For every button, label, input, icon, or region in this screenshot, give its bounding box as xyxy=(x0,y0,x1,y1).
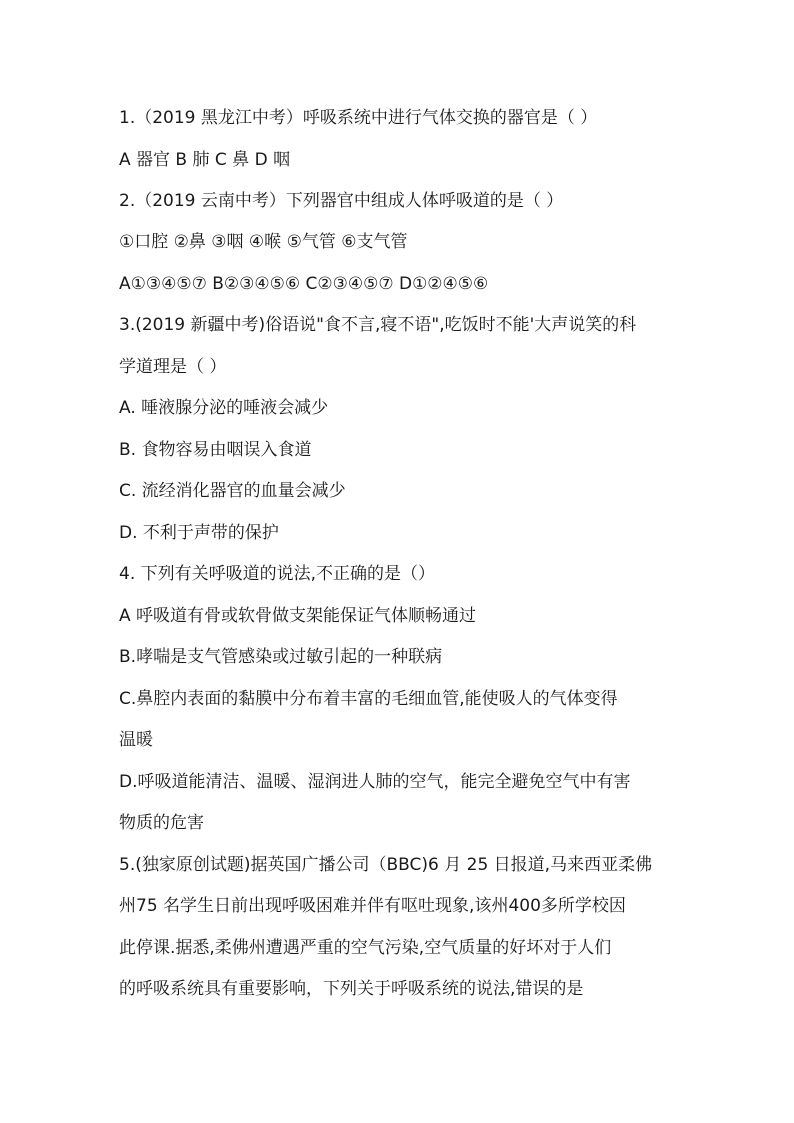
question-2-items: ①口腔 ②鼻 ③咽 ④喉 ⑤气管 ⑥支气管 xyxy=(119,232,408,252)
question-4-option-d-line-1: D.呼吸道能清洁、温暖、湿润进人肺的空气，能完全避免空气中有害 xyxy=(119,772,631,792)
question-4-option-b: B.哮喘是支气管感染或过敏引起的一种联病 xyxy=(119,647,443,667)
question-3-option-c: C. 流经消化器官的血量会减少 xyxy=(119,481,346,501)
question-5-stem-line-3: 此停课.据悉,柔佛州遭遇严重的空气污染,空气质量的好坏对于人们 xyxy=(119,938,612,958)
question-1-options: A 器官 B 肺 C 鼻 D 咽 xyxy=(119,150,291,170)
question-5-stem-line-1: 5.(独家原创试题)据英国广播公司（BBC)6 月 25 日报道,马来西亚柔佛 xyxy=(119,855,653,875)
question-1-stem: 1.（2019 黑龙江中考）呼吸系统中进行气体交换的器官是（ ） xyxy=(119,108,598,128)
question-3-option-d: D. 不利于声带的保护 xyxy=(119,523,279,543)
question-5-stem-line-4: 的呼吸系统具有重要影响，下列关于呼吸系统的说法,错误的是 xyxy=(119,979,584,999)
question-3-option-b: B. 食物容易由咽误入食道 xyxy=(119,440,312,460)
question-4-stem: 4. 下列有关呼吸道的说法,不正确的是（） xyxy=(119,564,436,584)
question-4-option-d-line-2: 物质的危害 xyxy=(119,813,204,833)
question-3-stem-line-2: 学道理是（ ） xyxy=(119,357,227,377)
question-3-option-a: A. 唾液腺分泌的唾液会减少 xyxy=(119,398,329,418)
question-3-stem-line-1: 3.(2019 新疆中考)俗语说"食不言,寝不语",吃饭时不能'大声说笑的科 xyxy=(119,315,637,335)
question-2-stem: 2.（2019 云南中考）下列器官中组成人体呼吸道的是（ ） xyxy=(119,191,564,211)
question-4-option-c-line-1: C.鼻腔内表面的黏膜中分布着丰富的毛细血管,能使吸人的气体变得 xyxy=(119,689,618,709)
question-4-option-a: A 呼吸道有骨或软骨做支架能保证气体顺畅通过 xyxy=(119,606,477,626)
question-4-option-c-line-2: 温暖 xyxy=(119,730,153,750)
question-5-stem-line-2: 州75 名学生日前出现呼吸困难并伴有呕吐现象,该州400多所学校因 xyxy=(119,896,626,916)
question-2-options: A①③④⑤⑦ B②③④⑤⑥ C②③④⑤⑦ D①②④⑤⑥ xyxy=(119,274,489,294)
